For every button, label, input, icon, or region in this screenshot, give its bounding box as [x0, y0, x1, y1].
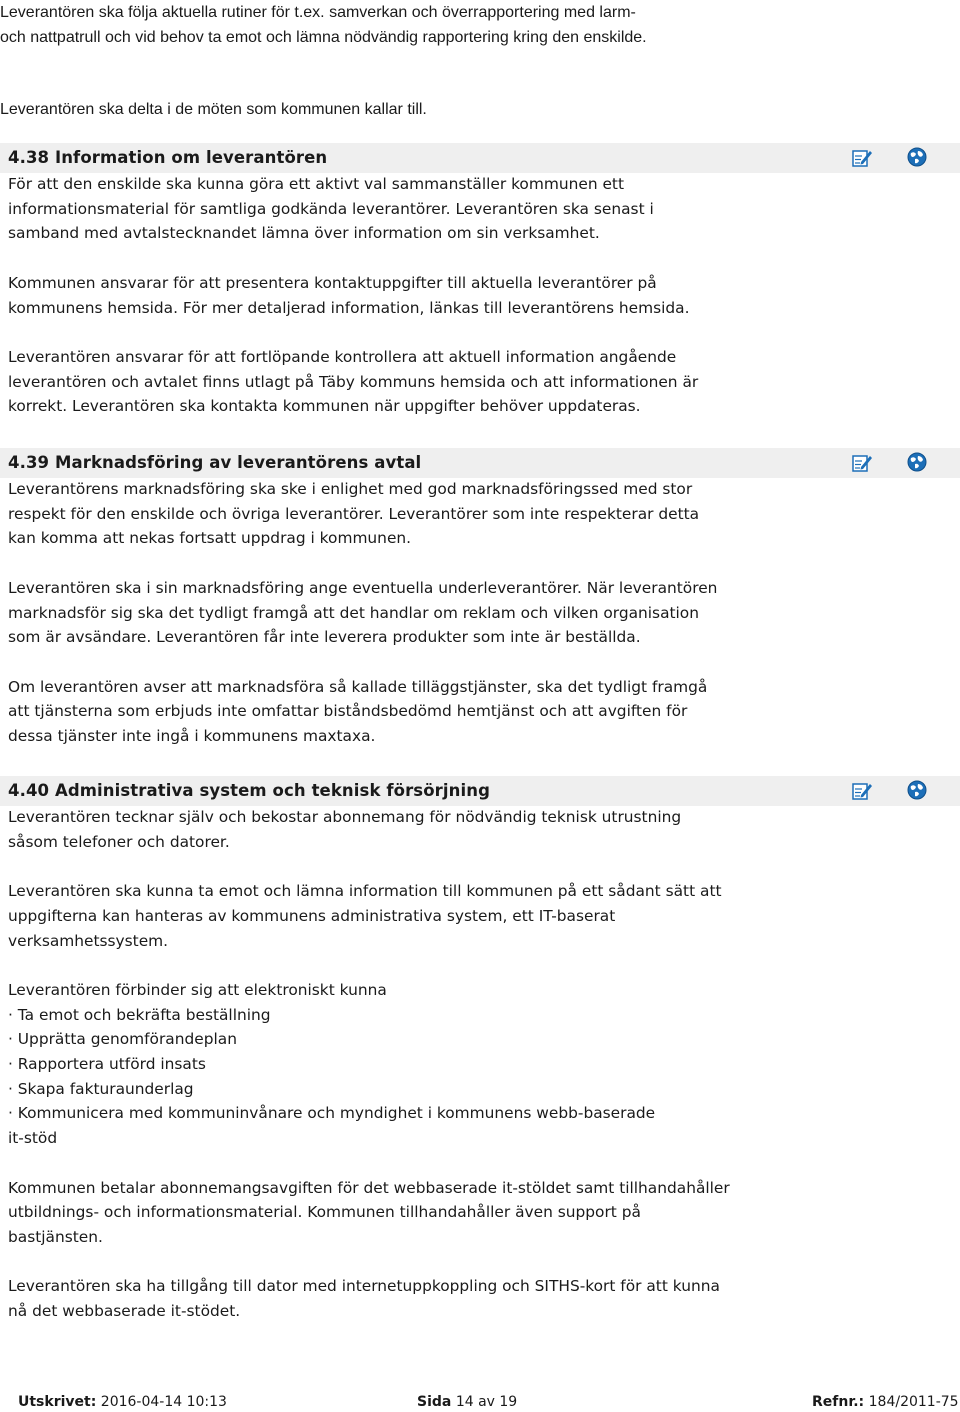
- paragraph: [8, 978, 808, 1151]
- list-item: · Rapportera utförd insats: [8, 1055, 206, 1073]
- text-line: Leverantören tecknar själv och bekostar abonnemang för nödvändig teknisk utrustning: [8, 808, 682, 826]
- paragraph: [8, 1274, 808, 1323]
- edit-note-icon[interactable]: [851, 780, 873, 802]
- page-value: 14 av 19: [455, 1394, 518, 1410]
- list-item: · Ta emot och bekräfta beställning: [8, 1005, 271, 1024]
- text-line: samband med avtalstecknandet lämna över information om sin verksamhet.: [8, 224, 600, 243]
- text-line: uppgifterna kan hanteras av kommunens administrativa system, ett IT-baserat: [8, 906, 616, 925]
- section-body: [0, 172, 808, 419]
- text-line: Leverantören ska kunna ta emot och lämna information till kommunen på ett sådant sätt att: [8, 882, 722, 901]
- section-header: [0, 776, 960, 806]
- paragraph: [8, 1176, 808, 1250]
- text-line: leverantören och avtalet finns utlagt på Täby kommuns hemsida och att informationen är: [8, 372, 699, 391]
- paragraph: [8, 345, 808, 419]
- section-body: [0, 477, 808, 749]
- paragraph: [8, 675, 808, 749]
- section-title: 4.39 Marknadsföring av leverantörens avtal: [8, 453, 422, 472]
- section-header: [0, 448, 960, 478]
- page-label: Sida: [417, 1394, 452, 1410]
- text-line: it-stöd: [8, 1129, 58, 1148]
- text-line: informationsmaterial för samtliga godkända leverantörer. Leverantören ska senast i: [8, 199, 654, 218]
- paragraph: [8, 879, 808, 953]
- text-line: såsom telefoner och datorer.: [8, 832, 230, 851]
- text-line: kan komma att nekas fortsatt uppdrag i kommunen.: [8, 529, 412, 548]
- edit-note-icon[interactable]: [851, 452, 873, 474]
- section-4-38: [0, 143, 960, 419]
- printed-date: [18, 1394, 227, 1410]
- intro-text: [0, 0, 940, 122]
- paragraph: [8, 271, 808, 320]
- text-line: Leverantörens marknadsföring ska ske i enlighet med god marknadsföringssed med stor: [8, 480, 693, 498]
- globe-icon[interactable]: [906, 146, 928, 168]
- ref-label: Refnr.:: [812, 1394, 865, 1410]
- text-line: Leverantören förbinder sig att elektroniskt kunna: [8, 980, 387, 999]
- paragraph: [8, 477, 808, 551]
- reference-number: [812, 1394, 959, 1410]
- edit-note-icon[interactable]: [851, 147, 873, 169]
- text-line: kommunens hemsida. För mer detaljerad information, länkas till leverantörens hemsida.: [8, 298, 690, 317]
- section-title: 4.38 Information om leverantören: [8, 148, 328, 167]
- list-item: · Kommunicera med kommuninvånare och myndighet i kommunens webb-baserade: [8, 1104, 656, 1123]
- printed-label: Utskrivet:: [18, 1394, 97, 1410]
- ref-value: 184/2011-75: [868, 1394, 959, 1410]
- text-line: Kommunen ansvarar för att presentera kontaktuppgifter till aktuella leverantörer på: [8, 273, 657, 292]
- paragraph: [8, 805, 808, 854]
- text-line: nå det webbaserade it-stödet.: [8, 1302, 241, 1320]
- section-title: 4.40 Administrativa system och teknisk försörjning: [8, 781, 491, 800]
- paragraph: [8, 172, 808, 246]
- section-4-39: [0, 448, 960, 749]
- text-line: verksamhetssystem.: [8, 931, 169, 950]
- section-body: [0, 805, 808, 1324]
- text-line: utbildnings- och informationsmaterial. Kommunen tillhandahåller även support på: [8, 1203, 641, 1222]
- intro-line: Leverantören ska följa aktuella rutiner för t.ex. samverkan och överrapportering med larm-: [0, 4, 636, 21]
- text-line: Om leverantören avser att marknadsföra så kallade tilläggstjänster, ska det tydligt framgå: [8, 677, 708, 696]
- text-line: marknadsför sig ska det tydligt framgå att det handlar om reklam och vilken organisation: [8, 603, 699, 622]
- text-line: att tjänsterna som erbjuds inte omfattar biståndsbedömd hemtjänst och att avgiften för: [8, 702, 688, 721]
- text-line: Leverantören ansvarar för att fortlöpande kontrollera att aktuell information angående: [8, 347, 677, 366]
- intro-paragraph: Leverantören ska delta i de möten som kommunen kallar till.: [0, 101, 427, 118]
- text-line: korrekt. Leverantören ska kontakta kommunen när uppgifter behöver uppdateras.: [8, 397, 641, 416]
- text-line: Kommunen betalar abonnemangsavgiften för det webbaserade it-stöldet samt tillhandahåller: [8, 1178, 730, 1197]
- text-line: Leverantören ska ha tillgång till dator med internetuppkoppling och SITHS-kort för att kunna: [8, 1277, 720, 1296]
- printed-value: 2016-04-14 10:13: [100, 1394, 227, 1410]
- list-item: · Upprätta genomförandeplan: [8, 1030, 237, 1049]
- text-line: som är avsändare. Leverantören får inte leverera produkter som inte är beställda.: [8, 628, 641, 647]
- list-item: · Skapa fakturaunderlag: [8, 1079, 194, 1098]
- paragraph: [8, 576, 808, 650]
- intro-line: och nattpatrull och vid behov ta emot och lämna nödvändig rapportering kring den enskilde.: [0, 29, 647, 46]
- text-line: Leverantören ska i sin marknadsföring ange eventuella underleverantörer. När leverantören: [8, 578, 718, 597]
- globe-icon[interactable]: [906, 451, 928, 473]
- globe-icon[interactable]: [906, 779, 928, 801]
- section-4-40: [0, 776, 960, 1324]
- page-footer: [0, 1392, 960, 1412]
- text-line: För att den enskilde ska kunna göra ett aktivt val sammanställer kommunen ett: [8, 175, 624, 193]
- page-number: [417, 1394, 517, 1410]
- text-line: dessa tjänster inte ingå i kommunens maxtaxa.: [8, 727, 376, 745]
- section-header: [0, 143, 960, 173]
- text-line: respekt för den enskilde och övriga leverantörer. Leverantörer som inte respekterar detta: [8, 504, 700, 523]
- text-line: bastjänsten.: [8, 1227, 103, 1246]
